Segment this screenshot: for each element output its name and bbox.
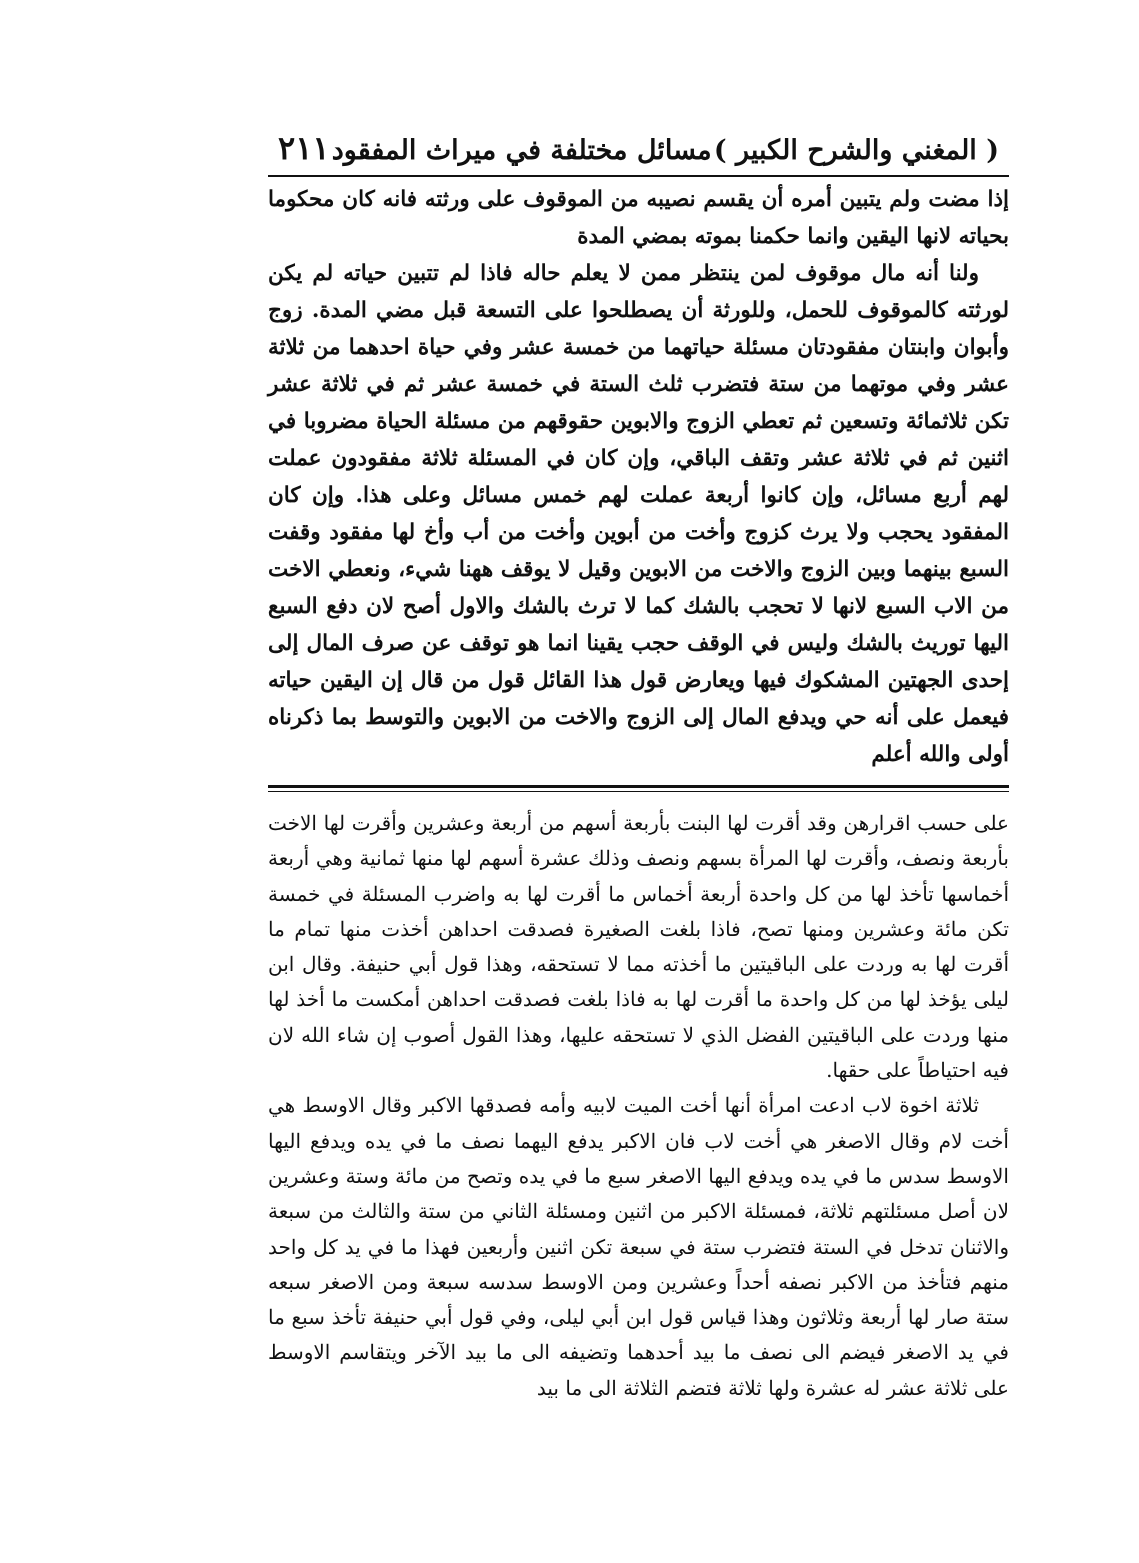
commentary-paragraph-1: على حسب اقرارهن وقد أقرت لها البنت بأربعة أسهم من أربعة وعشرين وأقرت لها الاخت بأربعة ونصف، وأقرت لها المرأة بسهم ونصف وذلك عشرة أسهم لها منها ثمانية وهي أربعة أخماسها تأخذ لها من كل واحدة أربعة أخماس ما أقرت لها به واضرب المسئلة في خمسة تكن مائة وعشرين ومنها تصح، فاذا بلغت الصغيرة فصدقت احداهن أخذت منها تمام ما أقرت لها به وردت على الباقيتين ما أخذته مما لا تستحقه، وهذا قول أبي حنيفة. وقال ابن ليلى يؤخذ لها من كل واحدة ما أقرت لها به فاذا بلغت فصدقت احداهن أمكست ما أخذ لها منها وردت على الباقيتين الفضل الذي لا تستحقه عليها، وهذا القول أصوب إن شاء الله لان فيه احتياطاً على حقها. xyxy=(268,811,1009,1083)
chapter-title: مسائل مختلفة في ميراث المفقود xyxy=(331,135,712,166)
main-paragraph-2: ولنا أنه مال موقوف لمن ينتظر ممن لا يعلم حاله فاذا لم تتبين حياته لم يكن لورثته كالموقوف للحمل، وللورثة أن يصطلحوا على التسعة قبل مضي المدة. زوج وأبوان وابنتان مفقودتان مسئلة حياتهما من خمسة عشر وفي حياة احدهما من ثلاثة عشر وفي موتهما من ستة فتضرب ثلث الستة في خمسة عشر ثم في ثلاثة عشر تكن ثلاثمائة وتسعين ثم تعطي الزوج والابوين حقوقهم من مسئلة الحياة مضروبا في اثنين ثم في ثلاثة عشر وتقف الباقي، وإن كان في المسئلة ثلاثة مفقودون عملت لهم أربع مسائل، وإن كانوا أربعة عملت لهم خمس مسائل وعلى هذا. وإن كان المفقود يحجب ولا يرث كزوج وأخت من أبوين وأخت من أب وأخ لها مفقود وقفت السبع بينهما وبين الزوج والاخت من الابوين وقيل لا يوقف ههنا شيء، ونعطي الاخت من الاب السبع لانها لا تحجب بالشك كما لا ترث بالشك والاول أصح لان دفع السبع اليها توريث بالشك وليس في الوقف حجب يقينا انما هو توقف عن صرف المال إلى إحدى الجهتين المشكوك فيها ويعارض قول هذا القائل قول من قال إن اليقين حياته فيعمل على أنه حي ويدفع المال إلى الزوج والاخت من الابوين والتوسط بما ذكرناه أولى والله أعلم xyxy=(268,261,1009,767)
page-number: ٢١١ xyxy=(278,129,330,167)
book-title: ( المغني والشرح الكبير ) xyxy=(713,135,999,166)
running-header xyxy=(268,128,1009,171)
commentary-text xyxy=(268,806,1009,1406)
section-divider xyxy=(268,785,1009,788)
commentary-paragraph-2: ثلاثة اخوة لاب ادعت امرأة أنها أخت الميت لابيه وأمه فصدقها الاكبر وقال الاوسط هي أخت لام وقال الاصغر هي أخت لاب فان الاكبر يدفع اليهما نصف ما في يده ويدفع اليها الاوسط سدس ما في يده ويدفع اليها الاصغر سبع ما في يده وتصح من مائة وستة وعشرين لان أصل مسئلتهم ثلاثة، فمسئلة الاكبر من اثنين ومسئلة الثاني من ستة والثالث من سبعة والاثنان تدخل في الستة فتضرب ستة في سبعة تكن اثنين وأربعين فهذا ما في يد كل واحد منهم فتأخذ من الاكبر نصفه أحداً وعشرين ومن الاوسط سدسه سبعة ومن الاصغر سبعه ستة صار لها أربعة وثلاثون وهذا قياس قول ابن أبي ليلى، وفي قول أبي حنيفة تأخذ سبع ما في يد الاصغر فيضم الى نصف ما بيد أحدهما وتضيفه الى ما بيد الآخر ويتقاسم الاوسط على ثلاثة عشر له عشرة ولها ثلاثة فتضم الثلاثة الى ما بيد xyxy=(268,1093,1009,1400)
section-divider-thin xyxy=(268,791,1009,792)
main-paragraph-1: إذا مضت ولم يتبين أمره أن يقسم نصيبه من الموقوف على ورثته فانه كان محكوما بحياته لانها اليقين وانما حكمنا بموته بمضي المدة xyxy=(268,187,1009,249)
main-text xyxy=(268,181,1009,773)
header-rule xyxy=(268,175,1009,177)
